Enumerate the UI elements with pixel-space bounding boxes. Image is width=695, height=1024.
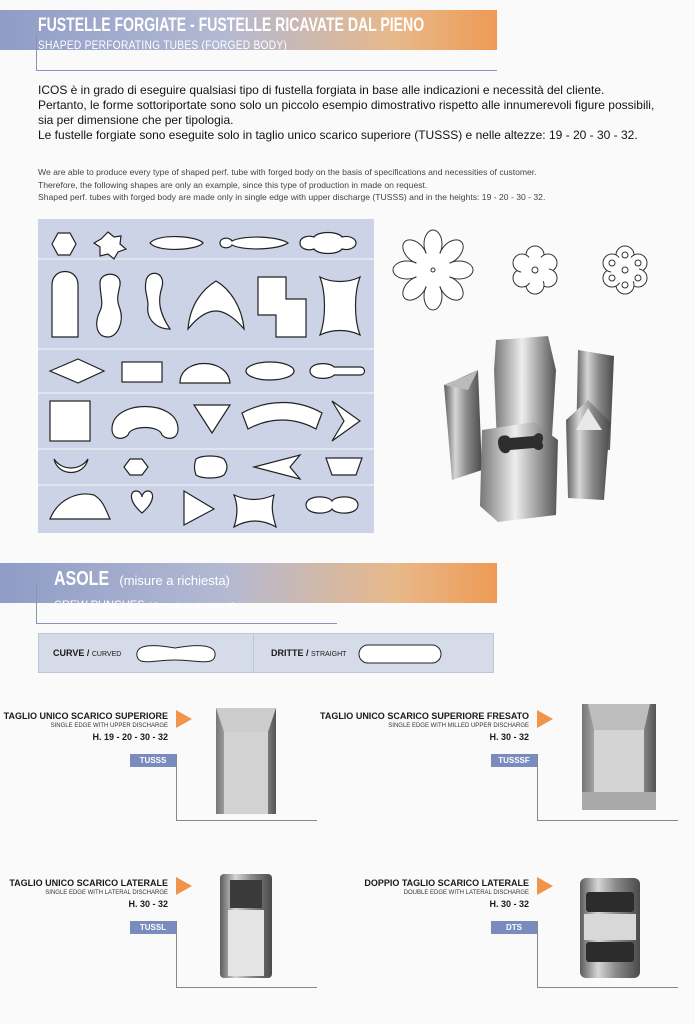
oval-shape [246, 362, 294, 380]
straight-label-it: DRITTE [271, 648, 304, 658]
asole-title [54, 568, 230, 591]
small-flower-icon [603, 246, 647, 294]
cut-2-code-badge: TUSSSF [491, 754, 537, 767]
trapezoid-shape [326, 458, 362, 475]
cut-2-title: TAGLIO UNICO SCARICO SUPERIORE FRESATO [319, 711, 529, 721]
curve-label-en: CURVED [91, 651, 122, 658]
cut-3-heights: H. 30 - 32 [128, 899, 168, 909]
comma-shape [145, 273, 170, 329]
intro-english [38, 166, 658, 204]
intro-it-line-4: Le fustelle forgiate sono eseguite solo in taglio unico scarico superiore (TUSSS) e nelle altezze: 19 - 20 - 30 - 32. [38, 128, 638, 142]
down-triangle-shape [194, 405, 230, 433]
cut-2-subtitle: SINGLE EDGE WITH MILLED UPPER DISCHARGE [388, 723, 529, 729]
small-hexagon-shape [124, 459, 148, 475]
asole-subtitle-note: (dimensions on request) [148, 601, 235, 610]
page-title: FUSTELLE FORGIATE - FUSTELLE RICAVATE DAL PIENO [38, 15, 425, 36]
asole-title-note: (misure a richiesta) [119, 573, 230, 588]
intro-it-line-1: ICOS è in grado di eseguire qualsiasi tipo di fustella forgiata in base alle indicazioni e necessità del cliente. [38, 83, 605, 97]
blade-shape [254, 455, 300, 479]
shape-grid [38, 219, 374, 533]
straight-label-en: STRAIGHT [311, 651, 347, 658]
wing-shape [50, 494, 110, 519]
cut-4-profile-photo [574, 876, 646, 980]
cut-3-profile-photo [216, 870, 276, 982]
knob-drop-shape [220, 237, 288, 249]
intro-italian [38, 83, 658, 143]
straight-label: DRITTE / STRAIGHT [271, 648, 347, 658]
square-shape [50, 401, 90, 441]
asole-divider [253, 634, 254, 672]
cut-1-code-badge: TUSSS [130, 754, 176, 767]
straight-slot-icon [357, 643, 443, 665]
arch-shape [52, 272, 78, 338]
intro-it-line-3: sia per dimensione che per tipologia. [38, 113, 234, 127]
cloud-shape [300, 233, 356, 254]
fan-shape [234, 495, 276, 527]
cut-1-heights: H. 19 - 20 - 30 - 32 [92, 732, 168, 742]
cut-2-arrow-icon [537, 710, 553, 728]
heart-shape [131, 491, 152, 513]
page-subtitle: SHAPED PERFORATING TUBES (FORGED BODY) [38, 38, 288, 52]
cut-1-title: TAGLIO UNICO SCARICO SUPERIORE [3, 711, 168, 721]
cut-2-profile-photo [578, 700, 660, 814]
intro-en-line-2: Therefore, the following shapes are only an example, since this type of production in made on request. [38, 179, 428, 190]
curved-band-shape [242, 403, 322, 430]
medium-flower-icon [513, 246, 557, 294]
asole-subtitle [54, 595, 235, 613]
cut-3-subtitle: SINGLE EDGE WITH LATERAL DISCHARGE [45, 890, 168, 896]
star-shape [94, 232, 126, 259]
spoon-shape [310, 364, 365, 379]
cut-3-arrow-icon [176, 877, 192, 895]
teardrop-shape [150, 237, 203, 250]
chevron-shape [332, 401, 360, 441]
intro-it-line-2: Pertanto, le forme sottoriportate sono solo un piccolo esempio dimostrativo rispetto alle innumerevoli figure possibili, [38, 98, 655, 112]
concave-square-shape [320, 277, 360, 335]
large-flower-icon [393, 230, 473, 310]
bone-shape [97, 274, 122, 337]
cut-1-arrow-icon [176, 710, 192, 728]
intro-en-line-3: Shaped perf. tubes with forged body are made only in single edge with upper discharge (TUSSS) and in the heights: 19 - 20 - 30 - 32. [38, 192, 546, 202]
forged-tubes-photo [438, 330, 630, 530]
half-disc-shape [180, 364, 230, 384]
curve-label: CURVE / CURVED [53, 648, 122, 658]
cut-4-arrow-icon [537, 877, 553, 895]
cut-4-code-badge: DTS [491, 921, 537, 934]
curved-slot-icon [133, 640, 219, 668]
pointed-arch-shape [188, 281, 244, 329]
right-triangle-shape [184, 491, 214, 525]
cut-4-subtitle: DOUBLE EDGE WITH LATERAL DISCHARGE [403, 890, 529, 896]
cut-1-profile-photo [210, 706, 282, 816]
crescent-shape [54, 459, 88, 473]
cut-2-heights: H. 30 - 32 [489, 732, 529, 742]
cut-4-title: DOPPIO TAGLIO SCARICO LATERALE [364, 878, 529, 888]
flower-shapes [385, 224, 675, 314]
cut-3-title: TAGLIO UNICO SCARICO LATERALE [9, 878, 168, 888]
hexagon-shape [52, 233, 76, 255]
cut-3-code-badge: TUSSL [130, 921, 176, 934]
intro-en-line-1: We are able to produce every type of shaped perf. tube with forged body on the basis of specifications and necessities of customer. [38, 167, 537, 177]
step-shape [258, 277, 306, 337]
arc-knobs-shape [112, 407, 178, 439]
double-oval-shape [306, 497, 358, 513]
rhombus-shape [50, 359, 104, 383]
asole-title-main: ASOLE [54, 568, 110, 590]
asole-subtitle-main: CREW PUNCHES [54, 599, 145, 611]
asole-options-bar [38, 633, 494, 673]
curve-label-it: CURVE [53, 648, 85, 658]
cut-4-heights: H. 30 - 32 [489, 899, 529, 909]
cut-1-subtitle: SINGLE EDGE WITH UPPER DISCHARGE [50, 723, 168, 729]
rectangle-shape [122, 362, 162, 382]
cushion-shape [195, 456, 228, 478]
